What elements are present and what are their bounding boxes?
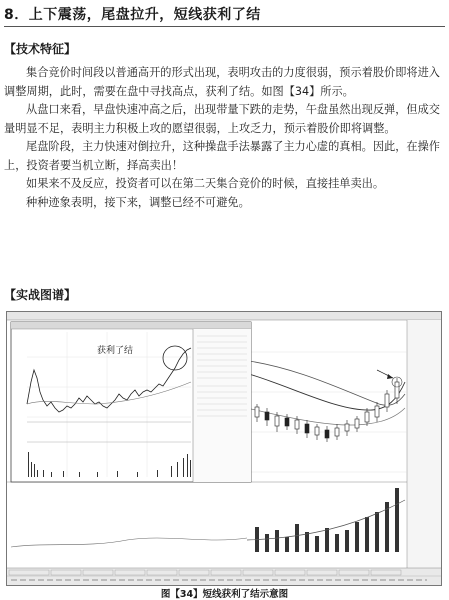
sell-label: 获利了结 [97,346,134,356]
volume-bars [255,488,399,552]
candlesticks [255,378,399,442]
paragraph-1: 集合竞价时间段以普通高开的形式出现，表明攻击的力度很弱，预示着股价即将进入调整周期，此时，需要在盘中寻找高点，获利了结。如图【34】所示。 [4,66,440,98]
chart-status-bar [7,568,441,585]
kline-grid [247,352,407,472]
heading-divider [4,26,445,27]
chart-section-label: 【实战图谱】 [4,288,77,302]
intraday-inset [11,322,251,482]
paragraph-3: 尾盘阶段，主力快速对倒拉升，这种操盘手法暴露了主力心虚的真相。因此，在操作上，投资者要当机立断，择高卖出！ [4,140,440,172]
quote-panel [193,329,251,482]
tech-features-label: 【技术特征】 [4,42,77,56]
ma-line-3 [247,408,405,425]
ma-line-2 [242,360,405,405]
chart-svg [7,312,441,585]
chart-top-bar [7,312,441,320]
price-axis [407,320,441,568]
paragraph-5: 种种迹象表明，接下来，调整已经不可避免。 [26,195,250,209]
indicator-line [11,538,247,547]
inset-title-bar [11,322,251,329]
section-heading: 8．上下震荡，尾盘拉升，短线获利了结 [4,7,261,23]
body-text [4,64,444,212]
paragraph-4: 如果来不及反应，投资者可以在第二天集合竞价的时候，直接挂单卖出。 [26,177,385,190]
figure-caption: 图【34】短线获利了结示意图 [160,589,289,600]
stock-chart-figure [6,311,442,586]
paragraph-2: 从盘口来看，早盘快速冲高之后，出现带量下跌的走势，午盘虽然出现反弹，但成交量明显不足，表明主力积极上攻的愿望很弱，上攻乏力，预示着股价即将调整。 [4,103,440,135]
